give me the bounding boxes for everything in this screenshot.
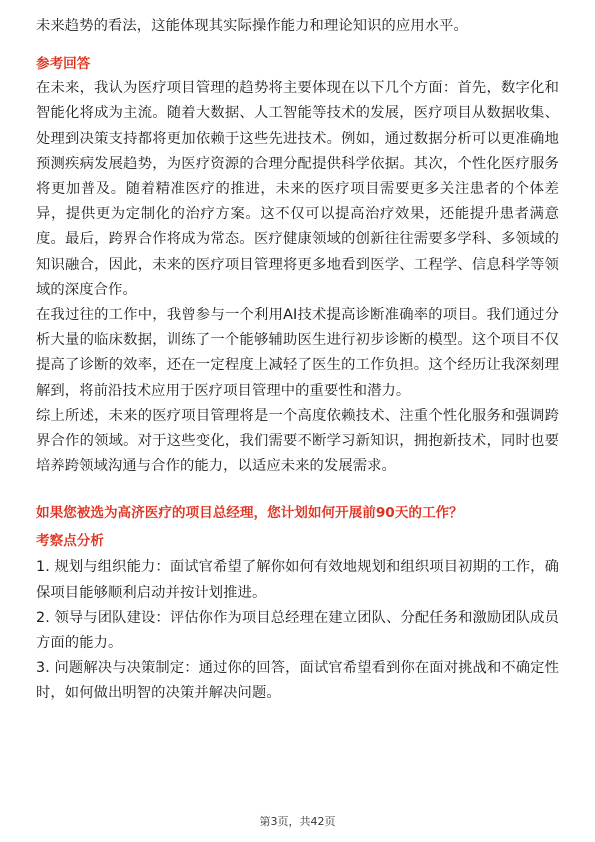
answer-heading: 参考回答 bbox=[36, 56, 91, 73]
analysis-heading: 考察点分析 bbox=[36, 533, 104, 550]
answer-paragraph-2: 在我过往的工作中，我曾参与一个利用AI技术提高诊断准确率的项目。我们通过分析大量的临床数据，训练了一个能够辅助医生进行初步诊断的模型。这个项目不仅提高了诊断的效率，还在一定程度上减轻了医生的工作负担。这个经历让我深刻理解到，将前沿技术应用于医疗项目管理中的重要性和潜力。 bbox=[36, 307, 559, 399]
interview-question: 如果您被选为高济医疗的项目总经理，您计划如何开展前90天的工作？ bbox=[36, 505, 463, 522]
answer-paragraph-1: 在未来，我认为医疗项目管理的趋势将主要体现在以下几个方面：首先，数字化和智能化将成为主流。随着大数据、人工智能等技术的发展，医疗项目从数据收集、处理到决策支持都将更加依赖于这些先进技术。例如，通过数据分析可以更准确地预测疾病发展趋势，为医疗资源的合理分配提供科学依据。其次，个性化医疗服务将更加普及。随着精准医疗的推进，未来的医疗项目需要更多关注患者的个体差异，提供更为定制化的治疗方案。这不仅可以提高治疗效果，还能提升患者满意度。最后，跨界合作将成为常态。医疗健康领域的创新往往需要多学科、多领域的知识融合，因此，未来的医疗项目管理将更多地看到医学、工程学、信息科学等领域的深度合作。 bbox=[36, 80, 559, 298]
analysis-item-3: 3. 问题解决与决策制定：通过你的回答，面试官希望看到你在面对挑战和不确定性时，如何做出明智的决策并解决问题。 bbox=[36, 660, 559, 702]
document-page bbox=[36, 14, 559, 707]
page-number-footer: 第3页，共42页 bbox=[259, 815, 336, 828]
analysis-item-1: 1. 规划与组织能力：面试官希望了解你如何有效地规划和组织项目初期的工作，确保项目能够顺利启动并按计划推进。 bbox=[36, 559, 559, 601]
answer-paragraph-3: 综上所述，未来的医疗项目管理将是一个高度依赖技术、注重个性化服务和强调跨界合作的领域。对于这些变化，我们需要不断学习新知识，拥抱新技术，同时也要培养跨领域沟通与合作的能力，以适应未来的发展需求。 bbox=[36, 407, 559, 475]
analysis-item-2: 2. 领导与团队建设：评估你作为项目总经理在建立团队、分配任务和激励团队成员方面的能力。 bbox=[36, 609, 559, 652]
intro-tail-text: 未来趋势的看法，这能体现其实际操作能力和理论知识的应用水平。 bbox=[36, 18, 468, 34]
